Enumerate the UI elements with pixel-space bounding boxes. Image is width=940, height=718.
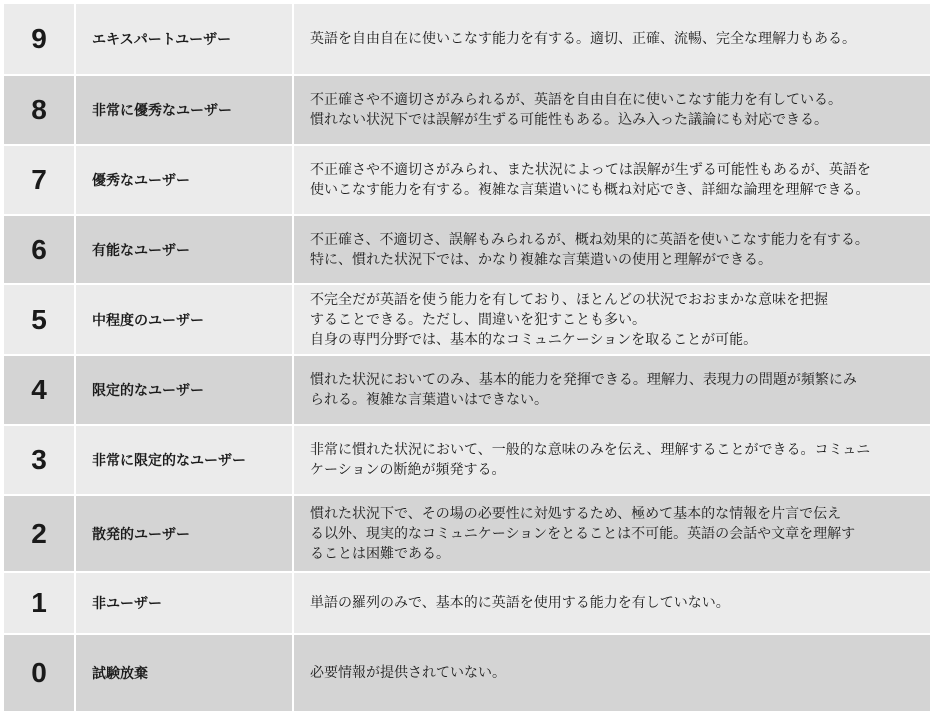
band-score: 1 <box>4 572 75 634</box>
band-description <box>293 145 931 215</box>
band-label: 非常に優秀なユーザー <box>75 75 293 145</box>
band-label: 限定的なユーザー <box>75 355 293 425</box>
description-line: 単語の羅列のみで、基本的に英語を使用する能力を有していない。 <box>310 595 730 611</box>
band-description <box>293 75 931 145</box>
description-line: ケーションの断絶が頻発する。 <box>310 462 506 478</box>
band-label: 優秀なユーザー <box>75 145 293 215</box>
band-description <box>293 355 931 425</box>
table-row <box>4 4 931 75</box>
table-row <box>4 284 931 355</box>
score-band-table <box>4 4 932 713</box>
band-label: 試験放棄 <box>75 634 293 712</box>
band-score: 8 <box>4 75 75 145</box>
table-row <box>4 495 931 572</box>
band-score: 0 <box>4 634 75 712</box>
description-line: 慣れた状況下で、その場の必要性に対処するため、極めて基本的な情報を片言で伝え <box>310 505 842 522</box>
description-line: 自身の専門分野では、基本的なコミュニケーションを取ることが可能。 <box>310 331 758 348</box>
band-label: 非ユーザー <box>75 572 293 634</box>
band-description <box>293 425 931 495</box>
table-row <box>4 572 931 634</box>
description-line: することできる。ただし、間違いを犯すことも多い。 <box>310 311 646 328</box>
band-label: 中程度のユーザー <box>75 284 293 355</box>
band-label: 散発的ユーザー <box>75 495 293 572</box>
description-line: 慣れない状況下では誤解が生ずる可能性もある。込み入った議論にも対応できる。 <box>310 112 828 128</box>
table-row <box>4 634 931 712</box>
band-score: 2 <box>4 495 75 572</box>
description-line: 慣れた状況においてのみ、基本的能力を発揮できる。理解力、表現力の問題が頻繁にみ <box>310 372 857 388</box>
description-line: 不正確さ、不適切さ、誤解もみられるが、概ね効果的に英語を使いこなす能力を有する。 <box>310 231 869 248</box>
band-score: 5 <box>4 284 75 355</box>
band-score: 6 <box>4 215 75 284</box>
band-description <box>293 495 931 572</box>
band-description <box>293 284 931 355</box>
table-row <box>4 145 931 215</box>
band-score: 9 <box>4 4 75 75</box>
description-line: る以外、現実的なコミュニケーションをとることは不可能。英語の会話や文章を理解す <box>310 525 856 542</box>
band-score: 4 <box>4 355 75 425</box>
description-line: 不正確さや不適切さがみられるが、英語を自由自在に使いこなす能力を有している。 <box>310 92 842 108</box>
band-score: 3 <box>4 425 75 495</box>
band-description <box>293 634 931 712</box>
description-line: 使いこなす能力を有する。複雑な言葉遣いにも概ね対応でき、詳細な論理を理解できる。 <box>310 182 870 198</box>
table-row <box>4 75 931 145</box>
table-row <box>4 425 931 495</box>
band-label: 非常に限定的なユーザー <box>75 425 293 495</box>
band-description <box>293 215 931 284</box>
description-line: 不正確さや不適切さがみられ、また状況によっては誤解が生ずる可能性もあるが、英語を <box>310 162 871 178</box>
description-line: ることは困難である。 <box>310 545 450 562</box>
table-row <box>4 215 931 284</box>
description-line: 不完全だが英語を使う能力を有しており、ほとんどの状況でおおまかな意味を把握 <box>310 291 828 308</box>
description-line: 特に、慣れた状況下では、かなり複雑な言葉遣いの使用と理解ができる。 <box>310 251 772 268</box>
description-line: 必要情報が提供されていない。 <box>310 665 506 681</box>
band-label: 有能なユーザー <box>75 215 293 284</box>
description-line: 英語を自由自在に使いこなす能力を有する。適切、正確、流暢、完全な理解力もある。 <box>310 31 856 47</box>
band-label: エキスパートユーザー <box>75 4 293 75</box>
description-line: 非常に慣れた状況において、一般的な意味のみを伝え、理解することができる。コミュニ <box>310 442 871 458</box>
table-row <box>4 355 931 425</box>
band-score: 7 <box>4 145 75 215</box>
description-line: られる。複雑な言葉遣いはできない。 <box>310 392 548 408</box>
band-description <box>293 572 931 634</box>
band-description <box>293 4 931 75</box>
